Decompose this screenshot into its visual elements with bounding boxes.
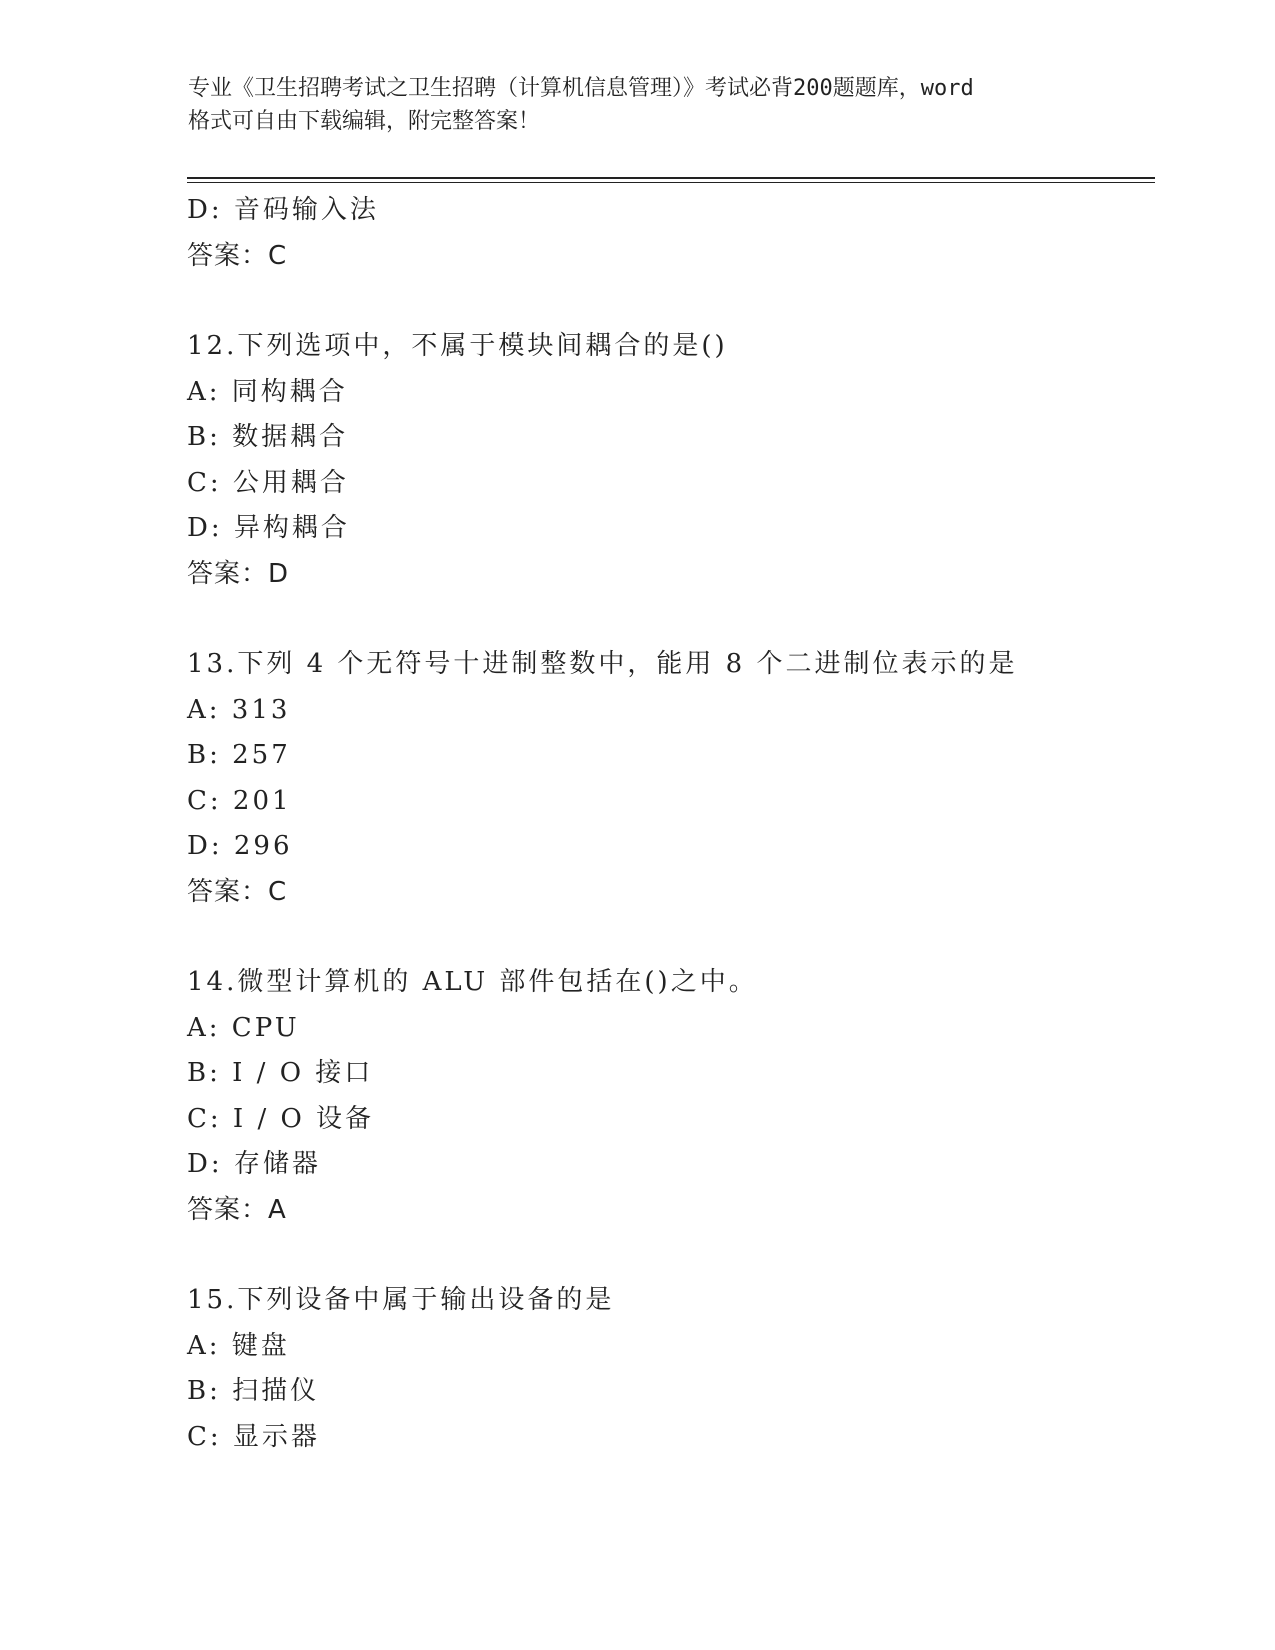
option-b: B: 数据耦合 bbox=[187, 422, 349, 452]
option-d: D: 存储器 bbox=[187, 1149, 321, 1179]
option-b: B: 扫描仪 bbox=[187, 1376, 320, 1406]
answer-label: 答案：D bbox=[187, 558, 290, 589]
header-divider-thick bbox=[187, 177, 1155, 179]
question-13 bbox=[187, 642, 1147, 915]
option-a: A: 313 bbox=[187, 694, 291, 725]
option-c: C: 公用耦合 bbox=[187, 467, 349, 498]
question-stem: 12.下列选项中，不属于模块间耦合的是() bbox=[187, 331, 728, 361]
spacer bbox=[187, 597, 1147, 642]
question-12 bbox=[187, 324, 1147, 597]
option-c: C: I / O 设备 bbox=[187, 1103, 375, 1134]
spacer bbox=[187, 279, 1147, 324]
question-15 bbox=[187, 1278, 1147, 1460]
document-header bbox=[188, 72, 1088, 138]
answer-label: 答案：C bbox=[187, 876, 288, 907]
option-c: C: 显示器 bbox=[187, 1421, 320, 1452]
option-d: D: 异构耦合 bbox=[187, 513, 350, 543]
option-d: D: 音码输入法 bbox=[187, 195, 379, 225]
question-stem: 15.下列设备中属于输出设备的是 bbox=[187, 1285, 615, 1315]
spacer bbox=[187, 1233, 1147, 1278]
document-body bbox=[187, 188, 1147, 1460]
question-11-tail bbox=[187, 188, 1147, 279]
header-title-line-1: 专业《卫生招聘考试之卫生招聘（计算机信息管理）》考试必背200题题库，word bbox=[188, 76, 974, 101]
answer-label: 答案：A bbox=[187, 1194, 287, 1225]
spacer bbox=[187, 915, 1147, 960]
header-title-line-2: 格式可自由下载编辑，附完整答案！ bbox=[188, 109, 541, 134]
option-c: C: 201 bbox=[187, 785, 292, 816]
header-divider-thin bbox=[187, 182, 1155, 183]
option-a: A: CPU bbox=[187, 1012, 300, 1043]
answer-label: 答案：C bbox=[187, 240, 288, 271]
question-14 bbox=[187, 960, 1147, 1233]
option-a: A: 键盘 bbox=[187, 1330, 290, 1361]
option-b: B: I / O 接口 bbox=[187, 1058, 374, 1088]
question-stem: 14.微型计算机的 ALU 部件包括在()之中。 bbox=[187, 967, 758, 997]
option-a: A: 同构耦合 bbox=[187, 376, 348, 407]
option-d: D: 296 bbox=[187, 831, 293, 861]
question-stem: 13.下列 4 个无符号十进制整数中，能用 8 个二进制位表示的是 bbox=[187, 649, 1018, 679]
option-b: B: 257 bbox=[187, 740, 291, 770]
